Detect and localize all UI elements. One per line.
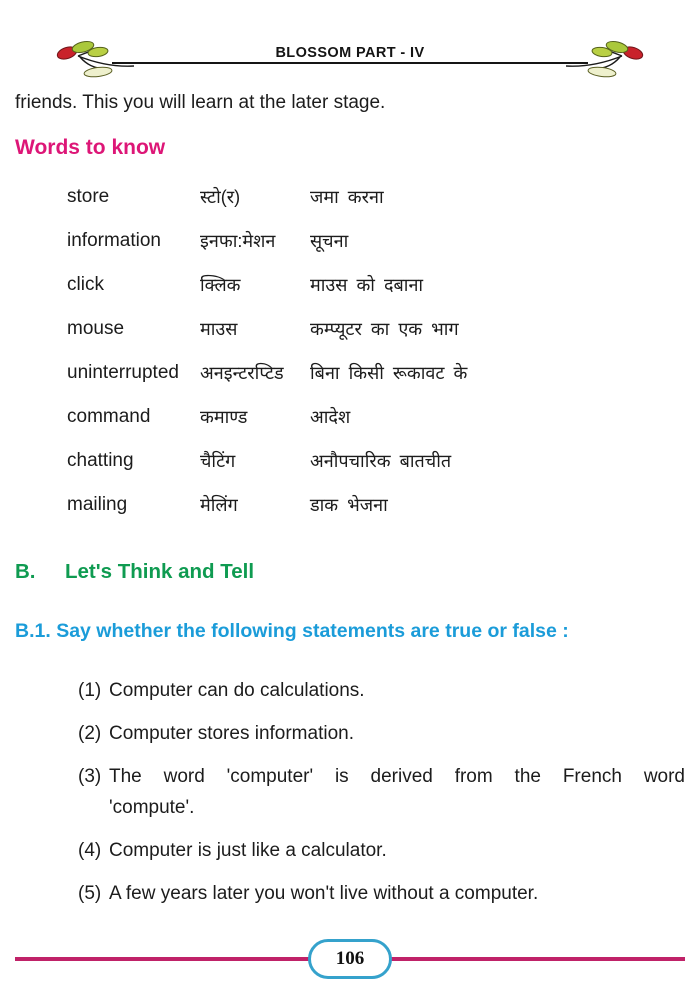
vocab-row xyxy=(67,229,685,253)
vocab-pronunciation: चैटिंग xyxy=(200,451,236,471)
book-title: BLOSSOM PART - IV xyxy=(275,45,425,61)
statement-number: (5) xyxy=(78,883,102,904)
vocab-meaning: डाक भेजना xyxy=(310,495,388,515)
section-b-title: Let's Think and Tell xyxy=(65,560,255,583)
statement-text: A few years later you won't live without a computer. xyxy=(109,883,539,904)
vocab-word: chatting xyxy=(67,450,134,471)
header-rule xyxy=(112,62,588,64)
statement-number: (1) xyxy=(78,680,102,701)
vocab-pronunciation: स्टो(र) xyxy=(200,187,241,207)
vocab-pronunciation: माउस xyxy=(200,319,238,339)
vocab-meaning: आदेश xyxy=(310,407,351,427)
page-header xyxy=(0,0,700,85)
vocab-pronunciation: अनइन्टरप्टिड xyxy=(200,363,284,383)
section-b-label: B. xyxy=(15,560,36,583)
vocab-word: mailing xyxy=(67,494,128,515)
floral-ornament-right-icon xyxy=(566,36,644,84)
vocab-pronunciation: क्लिक xyxy=(200,275,241,295)
section-b-heading xyxy=(15,560,685,584)
statement-text: Computer can do calculations. xyxy=(109,680,365,701)
section-b1-heading xyxy=(15,620,685,643)
words-to-know-heading: Words to know xyxy=(15,136,166,159)
vocab-word: uninterrupted xyxy=(67,362,179,383)
statement-text: Computer is just like a calculator. xyxy=(109,840,387,861)
vocab-word: store xyxy=(67,186,110,207)
vocab-meaning: जमा करना xyxy=(310,187,384,207)
vocab-row xyxy=(67,405,685,429)
statement-text: Computer stores information. xyxy=(109,723,354,744)
vocab-word: command xyxy=(67,406,151,427)
vocab-pronunciation: कमाण्ड xyxy=(200,407,248,427)
page-number-badge xyxy=(308,939,392,979)
statement-item xyxy=(78,718,685,749)
section-b1-label: B.1. xyxy=(15,620,51,642)
vocab-row xyxy=(67,317,685,341)
vocabulary-table xyxy=(67,185,685,517)
statement-number: (3) xyxy=(78,766,102,787)
vocab-word: information xyxy=(67,230,161,251)
section-b1-title: Say whether the following statements are true or false : xyxy=(56,620,569,642)
vocab-word: mouse xyxy=(67,318,125,339)
vocab-row xyxy=(67,361,685,385)
statement-number: (4) xyxy=(78,840,102,861)
statements-list xyxy=(78,675,685,909)
statement-text: 'compute'. xyxy=(109,797,195,818)
vocab-meaning: कम्प्यूटर का एक भाग xyxy=(310,319,459,339)
vocab-meaning: बिना किसी रूकावट के xyxy=(310,363,468,383)
vocab-meaning: अनौपचारिक बातचीत xyxy=(310,451,452,471)
vocab-pronunciation: इनफा:मेशन xyxy=(200,231,276,251)
vocab-word: click xyxy=(67,274,104,295)
vocab-row xyxy=(67,273,685,297)
page-footer xyxy=(0,938,700,988)
statement-item xyxy=(78,761,685,823)
statement-number: (2) xyxy=(78,723,102,744)
vocab-row xyxy=(67,493,685,517)
vocab-row xyxy=(67,449,685,473)
vocab-meaning: सूचना xyxy=(310,231,349,251)
statement-item xyxy=(78,675,685,706)
vocab-row xyxy=(67,185,685,209)
page-number: 106 xyxy=(335,948,365,969)
statement-text: The word 'computer' is derived from the French word xyxy=(109,766,685,787)
statement-item xyxy=(78,878,685,909)
vocab-meaning: माउस को दबाना xyxy=(310,275,424,295)
intro-text: friends. This you will learn at the later stage. xyxy=(15,92,386,113)
vocab-pronunciation: मेलिंग xyxy=(200,495,238,515)
statement-item xyxy=(78,835,685,866)
